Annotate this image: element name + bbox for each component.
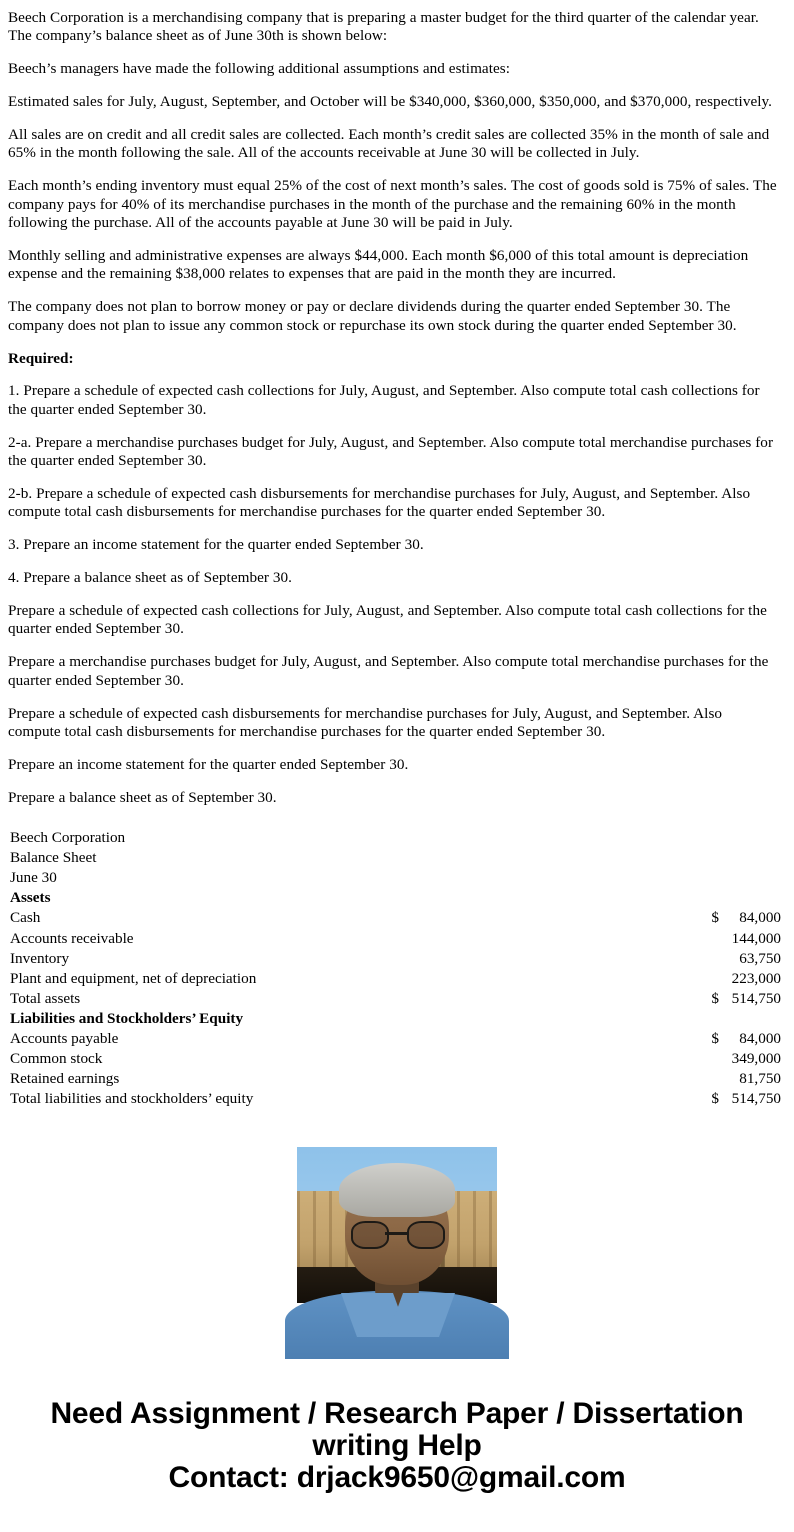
row-symbol-cash: $ [711,909,719,927]
required-item-3: 3. Prepare an income statement for the quarter ended September 30. [8,536,424,554]
restated-item-2: Prepare a merchandise purchases budget for July, August, and September. Also compute total merchandise purchases for the quarter ended September 30. [8,653,769,689]
promo-contact-line: Contact: drjack9650@gmail.com [168,1461,626,1495]
balance-sheet-table [10,828,781,1109]
avatar-eyeglasses-bridge [385,1232,407,1235]
balance-sheet-container [0,828,794,1108]
balance-sheet-date: June 30 [10,869,57,887]
paragraph-estimated-sales: Estimated sales for July, August, September, and October will be $340,000, $360,000, $350,000, and $370,000, respectively. [8,93,773,111]
avatar-row [0,1147,794,1347]
row-amount-inventory: 63,750 [739,949,781,967]
row-label-total-assets: Total assets [10,989,81,1007]
table-row-section-assets [10,888,781,908]
row-amount-total-liabilities-equity: 514,750 [731,1090,781,1108]
row-symbol-retained-earnings [705,1069,719,1089]
section-heading-liabilities-equity: Liabilities and Stockholders’ Equity [10,1009,244,1027]
balance-sheet-statement: Balance Sheet [10,849,97,867]
row-label-plant-equipment: Plant and equipment, net of depreciation [10,969,257,987]
paragraph-assumptions-lead: Beech’s managers have made the following additional assumptions and estimates: [8,60,511,78]
avatar-hair [339,1163,455,1217]
table-row-section-liabilities [10,1009,781,1029]
paragraph-intro: Beech Corporation is a merchandising company that is preparing a master budget for the third quarter of the calendar year. The company’s balance sheet as of June 30th is shown below: [8,9,759,45]
restated-item-3: Prepare a schedule of expected cash disbursements for merchandise purchases for July, August, and September. Also compute total cash disbursements for merchandise purchases for the quarter ended September 30. [8,704,723,741]
row-label-retained-earnings: Retained earnings [10,1069,120,1087]
promo-heading-line-2: writing Help [312,1429,482,1463]
row-symbol-total-liabilities-equity: $ [711,1090,719,1108]
table-row [10,908,781,928]
required-item-2b: 2-b. Prepare a schedule of expected cash disbursements for merchandise purchases for July, August, and September. Also compute total cash disbursements for merchandise purchases for the quarter ended September 30. [8,485,751,521]
table-row-statement [10,848,781,868]
row-amount-retained-earnings: 81,750 [739,1069,781,1087]
paragraph-credit-sales: All sales are on credit and all credit sales are collected. Each month’s credit sales are collected 35% in the month of sale and 65% in the month following the sale. All of the accounts receivable at June 30 will be collected in July. [8,126,770,162]
restated-item-5: Prepare a balance sheet as of September 30. [8,788,277,806]
row-amount-common-stock: 349,000 [731,1049,781,1067]
table-row [10,1049,781,1069]
promo-heading-line-1: Need Assignment / Research Paper / Dissertation [50,1397,744,1431]
restated-item-4: Prepare an income statement for the quarter ended September 30. [8,755,409,773]
row-symbol-inventory [705,949,719,969]
table-row [10,1029,781,1049]
table-row [10,989,781,1009]
avatar-eyeglasses-right-lens [407,1221,445,1249]
balance-sheet-company: Beech Corporation [10,829,126,847]
row-label-cash: Cash [10,909,41,927]
row-label-accounts-payable: Accounts payable [10,1029,119,1047]
table-row [10,949,781,969]
avatar [297,1147,497,1347]
required-heading: Required: [8,349,74,367]
row-label-inventory: Inventory [10,949,70,967]
row-label-total-liabilities-equity: Total liabilities and stockholders’ equity [10,1090,254,1108]
paragraph-sga-expenses: Monthly selling and administrative expenses are always $44,000. Each month $6,000 of this total amount is depreciation expense and the remaining $38,000 relates to expenses that are paid in the month they are incurred. [8,247,749,283]
table-row [10,1089,781,1109]
restated-item-1: Prepare a schedule of expected cash collections for July, August, and September. Also compute total cash collections for the quarter ended September 30. [8,602,767,638]
problem-statement [0,9,794,807]
paragraph-inventory-purchases: Each month’s ending inventory must equal 25% of the cost of next month’s sales. The cost of goods sold is 75% of sales. The company pays for 40% of its merchandise purchases in the month of the purchase and the remaining 60% in the month following the purchase. All of the accounts payable at June 30 will be paid in July. [8,177,777,232]
section-heading-assets: Assets [10,889,51,907]
table-row [10,929,781,949]
table-row [10,1069,781,1089]
row-symbol-total-assets: $ [711,989,719,1007]
document-page [0,9,794,1532]
row-amount-cash: 84,000 [739,909,781,927]
row-symbol-accounts-receivable [705,929,719,949]
table-row-company [10,828,781,848]
promo-heading [0,1399,794,1493]
required-item-4: 4. Prepare a balance sheet as of September 30. [8,569,292,587]
required-item-1: 1. Prepare a schedule of expected cash collections for July, August, and September. Also compute total cash collections for the quarter ended September 30. [8,382,760,418]
row-amount-total-assets: 514,750 [731,989,781,1007]
row-symbol-plant-equipment [705,969,719,989]
table-row [10,969,781,989]
row-symbol-accounts-payable: $ [711,1029,719,1047]
table-row-date [10,868,781,888]
row-label-accounts-receivable: Accounts receivable [10,929,134,947]
avatar-eyeglasses-left-lens [351,1221,389,1249]
paragraph-financing: The company does not plan to borrow money or pay or declare dividends during the quarter ended September 30. The company does not plan to issue any common stock or repurchase its own stock during the quarter ended September 30. [8,298,737,334]
required-item-2a: 2-a. Prepare a merchandise purchases budget for July, August, and September. Also compute total merchandise purchases for the quarter ended September 30. [8,433,774,470]
row-amount-plant-equipment: 223,000 [731,969,781,987]
row-amount-accounts-payable: 84,000 [739,1029,781,1047]
row-label-common-stock: Common stock [10,1049,103,1067]
row-amount-accounts-receivable: 144,000 [731,929,781,947]
row-symbol-common-stock [705,1049,719,1069]
